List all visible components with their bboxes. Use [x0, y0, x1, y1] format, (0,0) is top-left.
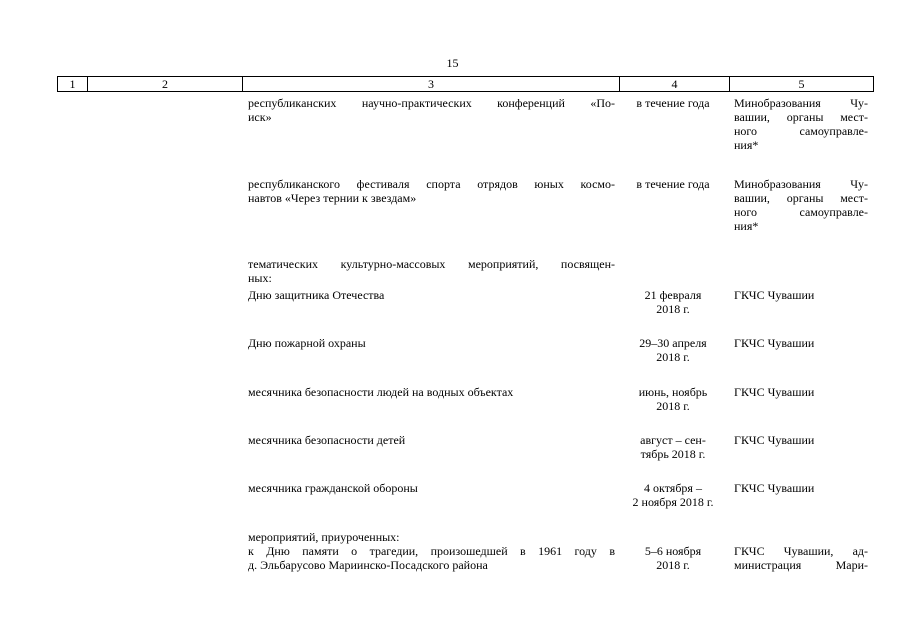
activity-text: мероприятий, приуроченных:: [248, 530, 400, 544]
activity-text: Дню пожарной охраны: [248, 336, 366, 350]
activity-text: д. Эльбарусово Мариинско-Посадского района: [248, 558, 488, 572]
activity-cell: [248, 544, 615, 572]
deadline-text: в течение года: [636, 96, 710, 110]
responsible-text: ния*: [734, 138, 759, 152]
deadline-text: тябрь 2018 г.: [640, 447, 706, 461]
activity-cell: [248, 288, 615, 302]
deadline-text: в течение года: [636, 177, 710, 191]
header-col-5: 5: [730, 77, 874, 92]
deadline-text: 4 октября –: [644, 481, 702, 495]
header-col-1: 1: [58, 77, 88, 92]
activity-cell: [248, 433, 615, 447]
activity-text: республиканского фестиваля спорта отрядов юных космо-: [248, 177, 615, 191]
header-row: [58, 77, 874, 92]
deadline-cell: [620, 288, 726, 316]
responsible-text: ного самоуправле-: [734, 205, 868, 219]
responsible-cell: [734, 177, 868, 233]
activity-text: иск»: [248, 110, 272, 124]
header-col-4: 4: [620, 77, 730, 92]
deadline-cell: [620, 336, 726, 364]
activity-cell: [248, 177, 615, 205]
responsible-cell: [734, 336, 868, 350]
responsible-text: Минобразования Чу-: [734, 177, 868, 191]
activity-text: месячника гражданской обороны: [248, 481, 418, 495]
deadline-text: август – сен-: [640, 433, 706, 447]
deadline-text: 2018 г.: [656, 350, 690, 364]
deadline-cell: [620, 433, 726, 461]
activity-text: Дню защитника Отечества: [248, 288, 385, 302]
activity-cell: [248, 96, 615, 124]
responsible-text: Минобразования Чу-: [734, 96, 868, 110]
page-number: 15: [446, 56, 459, 70]
activity-text: месячника безопасности людей на водных объектах: [248, 385, 514, 399]
responsible-text: ГКЧС Чувашии: [734, 385, 815, 399]
responsible-text: ния*: [734, 219, 759, 233]
deadline-text: 2018 г.: [656, 558, 690, 572]
responsible-text: ГКЧС Чувашии: [734, 481, 815, 495]
responsible-text: ГКЧС Чувашии: [734, 288, 815, 302]
responsible-cell: [734, 433, 868, 447]
responsible-text: министрация Мари-: [734, 558, 868, 572]
activity-text: месячника безопасности детей: [248, 433, 406, 447]
activity-text: к Дню памяти о трагедии, произошедшей в 1961 году в: [248, 544, 615, 558]
activity-cell: [248, 530, 615, 544]
activity-cell: [248, 336, 615, 350]
responsible-text: ГКЧС Чувашии: [734, 433, 815, 447]
table-header: [57, 76, 874, 92]
activity-text: ных:: [248, 271, 272, 285]
deadline-cell: [620, 96, 726, 110]
responsible-text: ГКЧС Чувашии, ад-: [734, 544, 868, 558]
deadline-text: 2018 г.: [656, 302, 690, 316]
deadline-text: 29–30 апреля: [639, 336, 707, 350]
responsible-text: вашии, органы мест-: [734, 110, 868, 124]
deadline-text: 2 ноября 2018 г.: [632, 495, 714, 509]
activity-text: республиканских научно-практических конференций «По-: [248, 96, 615, 110]
activity-text: навтов «Через тернии к звездам»: [248, 191, 417, 205]
responsible-cell: [734, 96, 868, 152]
deadline-cell: [620, 481, 726, 509]
activity-cell: [248, 257, 615, 285]
header-col-2: 2: [88, 77, 243, 92]
activity-cell: [248, 481, 615, 495]
activity-cell: [248, 385, 615, 399]
responsible-text: вашии, органы мест-: [734, 191, 868, 205]
deadline-text: 5–6 ноября: [644, 544, 702, 558]
responsible-cell: [734, 288, 868, 302]
responsible-cell: [734, 544, 868, 572]
deadline-cell: [620, 385, 726, 413]
deadline-cell: [620, 177, 726, 191]
responsible-cell: [734, 385, 868, 399]
header-col-3: 3: [243, 77, 620, 92]
responsible-cell: [734, 481, 868, 495]
deadline-text: июнь, ноябрь: [638, 385, 708, 399]
deadline-text: 2018 г.: [656, 399, 690, 413]
responsible-text: ГКЧС Чувашии: [734, 336, 815, 350]
responsible-text: ного самоуправле-: [734, 124, 868, 138]
deadline-cell: [620, 544, 726, 572]
activity-text: тематических культурно-массовых мероприятий, посвящен-: [248, 257, 615, 271]
deadline-text: 21 февраля: [644, 288, 702, 302]
